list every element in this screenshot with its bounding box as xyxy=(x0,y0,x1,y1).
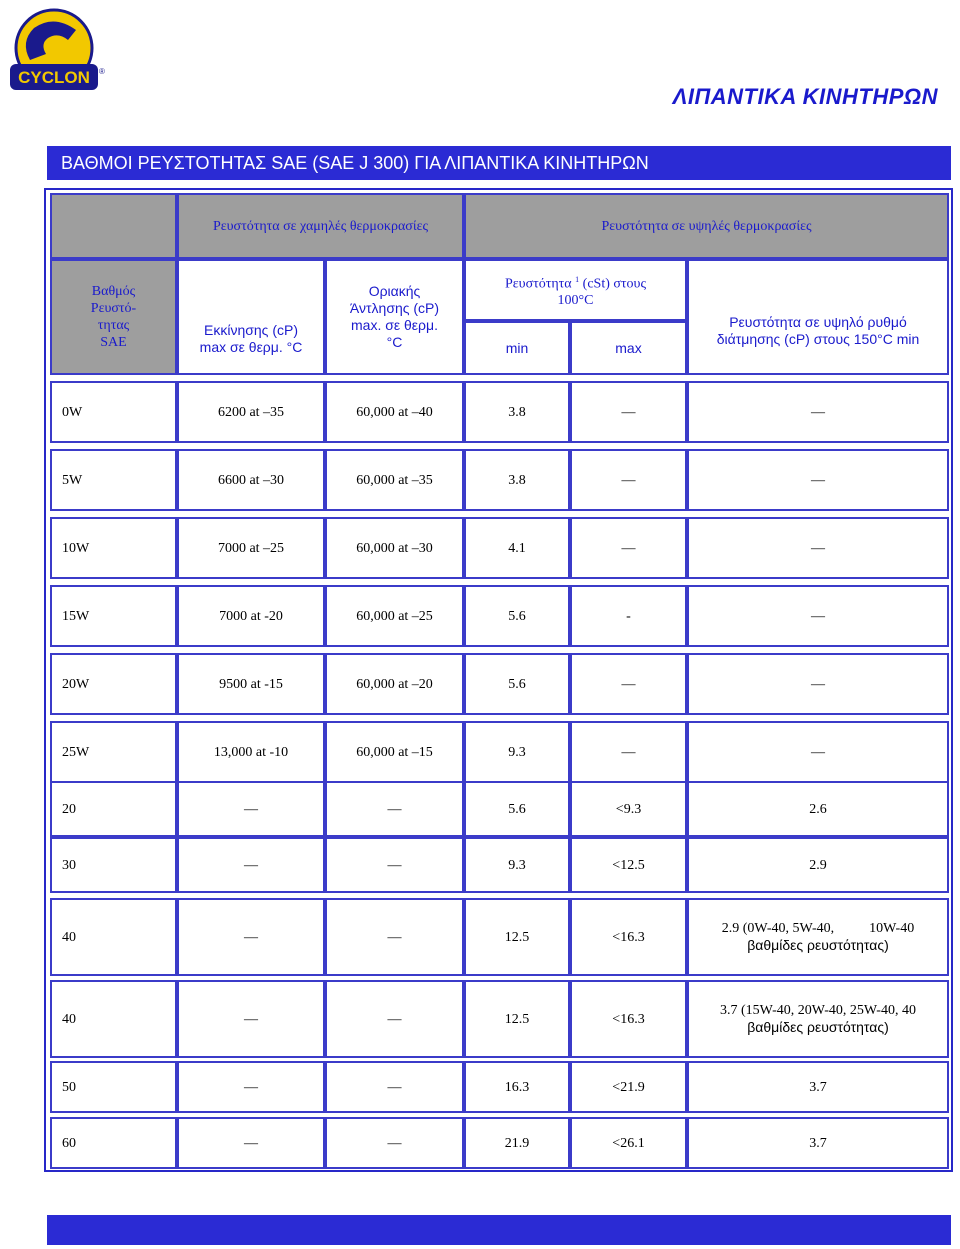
cell-pumping: 60,000 at –30 xyxy=(325,517,464,579)
svg-text:®: ® xyxy=(99,67,105,76)
table-title xyxy=(47,146,951,180)
cell-hths: 2.9 xyxy=(687,837,949,893)
cell-hths: 2.9 (0W-40, 5W-40, 10W-40 βαθμίδες ρευστότητας) xyxy=(687,898,949,976)
svg-text:CYCLON: CYCLON xyxy=(18,68,90,87)
cell-grade: 40 xyxy=(50,980,177,1058)
cell-pumping: 60,000 at –15 xyxy=(325,721,464,783)
cell-hths: 3.7 xyxy=(687,1117,949,1169)
cell-pumping: — xyxy=(325,898,464,976)
header-cranking: Εκκίνησης (cP) max σε θερμ. °C xyxy=(177,259,325,375)
header-max: max xyxy=(570,321,687,375)
cell-cranking: — xyxy=(177,1117,325,1169)
cell-max: — xyxy=(570,517,687,579)
header-pumping: Οριακής Άντλησης (cP) max. σε θερμ. °C xyxy=(325,259,464,375)
cell-min: 16.3 xyxy=(464,1061,570,1113)
cell-cranking: 7000 at -20 xyxy=(177,585,325,647)
cell-cranking: 6600 at –30 xyxy=(177,449,325,511)
footer-bar xyxy=(47,1215,951,1245)
cell-grade: 20 xyxy=(50,781,177,837)
cell-hths: 3.7 xyxy=(687,1061,949,1113)
header-high-temp: Ρευστότητα σε υψηλές θερμοκρασίες xyxy=(464,193,949,259)
cell-hths: — xyxy=(687,721,949,783)
cell-max: <16.3 xyxy=(570,898,687,976)
cell-hths: — xyxy=(687,585,949,647)
cell-hths: — xyxy=(687,449,949,511)
cell-grade: 60 xyxy=(50,1117,177,1169)
cell-pumping: — xyxy=(325,1117,464,1169)
cell-grade: 20W xyxy=(50,653,177,715)
cell-pumping: — xyxy=(325,1061,464,1113)
cell-hths: 3.7 (15W-40, 20W-40, 25W-40, 40 βαθμίδες ρευστότητας) xyxy=(687,980,949,1058)
cell-cranking: — xyxy=(177,1061,325,1113)
header-min: min xyxy=(464,321,570,375)
cell-hths: — xyxy=(687,653,949,715)
cell-grade: 5W xyxy=(50,449,177,511)
cell-cranking: 9500 at -15 xyxy=(177,653,325,715)
header-grade: Βαθμός Ρευστό- τητας SAE xyxy=(50,259,177,375)
cell-max: — xyxy=(570,653,687,715)
cell-min: 9.3 xyxy=(464,721,570,783)
cell-hths: — xyxy=(687,381,949,443)
cell-cranking: 13,000 at -10 xyxy=(177,721,325,783)
cell-min: 12.5 xyxy=(464,980,570,1058)
cell-pumping: 60,000 at –40 xyxy=(325,381,464,443)
cell-max: - xyxy=(570,585,687,647)
cell-max: <26.1 xyxy=(570,1117,687,1169)
page-heading: ΛΙΠΑΝΤΙΚΑ ΚΙΝΗΤΗΡΩΝ xyxy=(672,84,938,109)
cell-min: 3.8 xyxy=(464,381,570,443)
cell-cranking: 7000 at –25 xyxy=(177,517,325,579)
cell-max: — xyxy=(570,449,687,511)
cell-cranking: — xyxy=(177,781,325,837)
cell-pumping: 60,000 at –20 xyxy=(325,653,464,715)
cell-min: 21.9 xyxy=(464,1117,570,1169)
header-low-temp: Ρευστότητα σε χαμηλές θερμοκρασίες xyxy=(177,193,464,259)
header-kinematic: Ρευστότητα $^1$ (cSt) στους 100°C xyxy=(464,259,687,321)
cell-min: 9.3 xyxy=(464,837,570,893)
cell-grade: 10W xyxy=(50,517,177,579)
cell-hths: 2.6 xyxy=(687,781,949,837)
cell-pumping: — xyxy=(325,781,464,837)
cell-pumping: — xyxy=(325,837,464,893)
header-hths: Ρευστότητα σε υψηλό ρυθμό διάτμησης (cP) στους 150°C min xyxy=(687,259,949,375)
cell-min: 12.5 xyxy=(464,898,570,976)
cell-grade: 0W xyxy=(50,381,177,443)
cell-min: 5.6 xyxy=(464,585,570,647)
cell-grade: 25W xyxy=(50,721,177,783)
cell-max: — xyxy=(570,381,687,443)
cell-cranking: — xyxy=(177,980,325,1058)
cell-grade: 40 xyxy=(50,898,177,976)
cell-max: <21.9 xyxy=(570,1061,687,1113)
cell-min: 5.6 xyxy=(464,781,570,837)
cell-min: 3.8 xyxy=(464,449,570,511)
cell-cranking: — xyxy=(177,898,325,976)
cell-grade: 50 xyxy=(50,1061,177,1113)
cell-pumping: 60,000 at –35 xyxy=(325,449,464,511)
cell-pumping: — xyxy=(325,980,464,1058)
cell-min: 5.6 xyxy=(464,653,570,715)
cyclon-logo xyxy=(6,8,104,96)
header-grade-top xyxy=(50,193,177,259)
cell-hths: — xyxy=(687,517,949,579)
cell-pumping: 60,000 at –25 xyxy=(325,585,464,647)
cell-max: <16.3 xyxy=(570,980,687,1058)
cell-max: <12.5 xyxy=(570,837,687,893)
cell-grade: 15W xyxy=(50,585,177,647)
cell-cranking: 6200 at –35 xyxy=(177,381,325,443)
cell-min: 4.1 xyxy=(464,517,570,579)
cell-max: — xyxy=(570,721,687,783)
cell-cranking: — xyxy=(177,837,325,893)
cell-max: <9.3 xyxy=(570,781,687,837)
table-title-text: ΒΑΘΜΟΙ ΡΕΥΣΤΟΤΗΤΑΣ SAE (SAE J 300) ΓΙΑ ΛΙΠΑΝΤΙΚΑ ΚΙΝΗΤΗΡΩΝ xyxy=(61,152,649,173)
cell-grade: 30 xyxy=(50,837,177,893)
